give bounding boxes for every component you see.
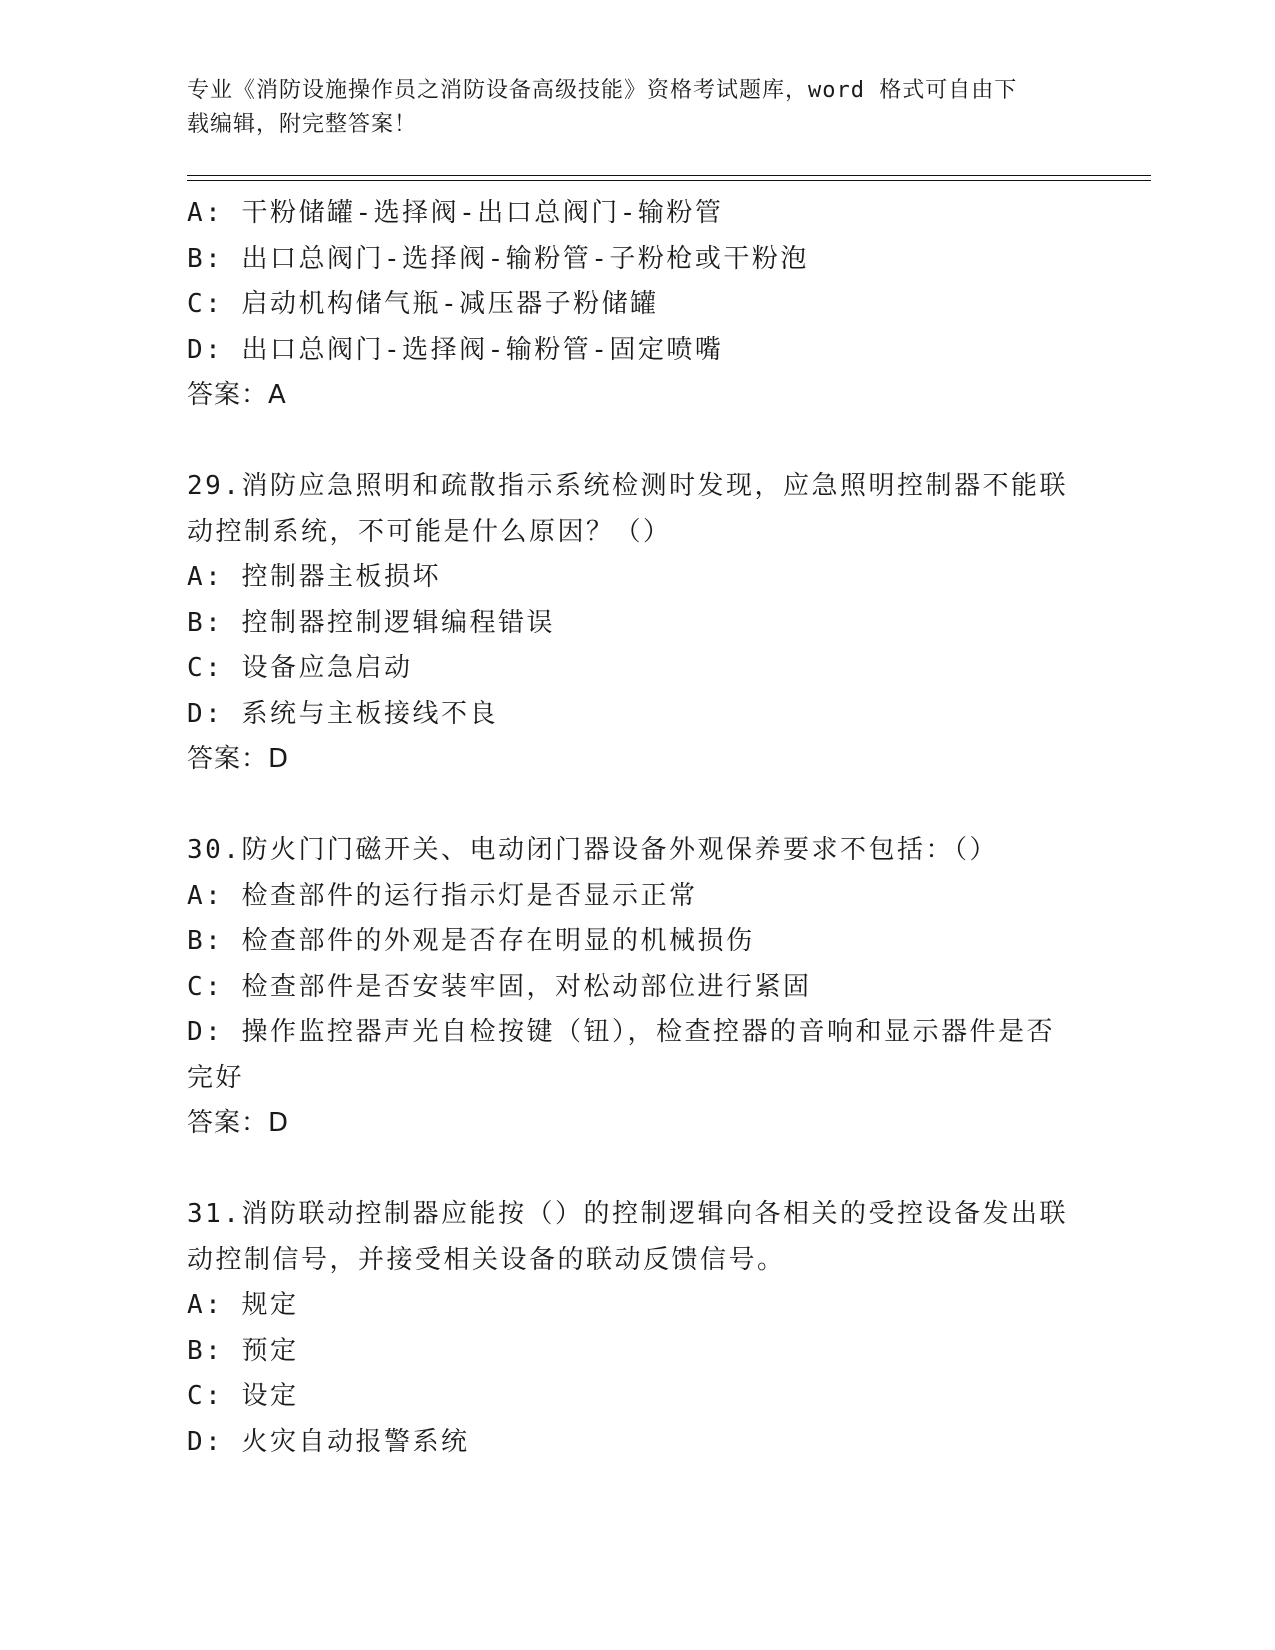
option-a: A: 规定 bbox=[187, 1290, 299, 1320]
option-c: C: 设定 bbox=[187, 1381, 299, 1411]
option-d: D: 系统与主板接线不良 bbox=[187, 698, 498, 729]
option-a: A: 控制器主板损坏 bbox=[187, 562, 441, 592]
question-31-text-line-1: 31.消防联动控制器应能按（）的控制逻辑向各相关的受控设备发出联 bbox=[187, 1199, 1068, 1229]
spacer bbox=[187, 783, 1087, 829]
option-b: B: 出口总阀门-选择阀-输粉管-子粉枪或干粉泡 bbox=[187, 243, 809, 274]
document-header bbox=[187, 74, 1087, 142]
answer-label: 答案：D bbox=[187, 744, 290, 774]
question-list bbox=[187, 191, 1087, 1465]
question-31-text-line-2: 动控制信号，并接受相关设备的联动反馈信号。 bbox=[187, 1244, 786, 1275]
option-a: A: 干粉储罐-选择阀-出口总阀门-输粉管 bbox=[187, 198, 724, 228]
question-31-block bbox=[187, 1192, 1087, 1465]
option-c: C: 启动机构储气瓶-减压器子粉储罐 bbox=[187, 289, 659, 319]
option-b: B: 预定 bbox=[187, 1335, 299, 1366]
spacer bbox=[187, 1147, 1087, 1193]
option-d: D: 出口总阀门-选择阀-输粉管-固定喷嘴 bbox=[187, 334, 724, 365]
header-line-2: 载编辑，附完整答案！ bbox=[187, 112, 418, 137]
option-d-line-2: 完好 bbox=[187, 1062, 245, 1093]
header-line-1: 专业《消防设施操作员之消防设备高级技能》资格考试题库，word 格式可自由下 bbox=[187, 78, 1018, 103]
option-b: B: 控制器控制逻辑编程错误 bbox=[187, 607, 555, 638]
question-30-text: 30.防火门门磁开关、电动闭门器设备外观保养要求不包括：（） bbox=[187, 835, 998, 865]
previous-question-block bbox=[187, 191, 1087, 419]
option-c: C: 设备应急启动 bbox=[187, 653, 413, 683]
answer-label: 答案：A bbox=[187, 380, 287, 410]
question-29-text-line-1: 29.消防应急照明和疏散指示系统检测时发现，应急照明控制器不能联 bbox=[187, 471, 1068, 501]
option-d-line-1: D: 操作监控器声光自检按键（钮），检查控器的音响和显示器件是否 bbox=[187, 1017, 1055, 1047]
answer-label: 答案：D bbox=[187, 1108, 290, 1138]
option-c: C: 检查部件是否安装牢固，对松动部位进行紧固 bbox=[187, 971, 812, 1002]
header-rule-bottom bbox=[187, 180, 1151, 181]
option-d: D: 火灾自动报警系统 bbox=[187, 1426, 470, 1457]
header-rule-top bbox=[187, 175, 1151, 176]
spacer bbox=[187, 419, 1087, 465]
option-b: B: 检查部件的外观是否存在明显的机械损伤 bbox=[187, 926, 755, 956]
question-30-block bbox=[187, 828, 1087, 1147]
question-29-text-line-2: 动控制系统，不可能是什么原因？（） bbox=[187, 516, 672, 547]
option-a: A: 检查部件的运行指示灯是否显示正常 bbox=[187, 880, 698, 911]
question-29-block bbox=[187, 464, 1087, 783]
